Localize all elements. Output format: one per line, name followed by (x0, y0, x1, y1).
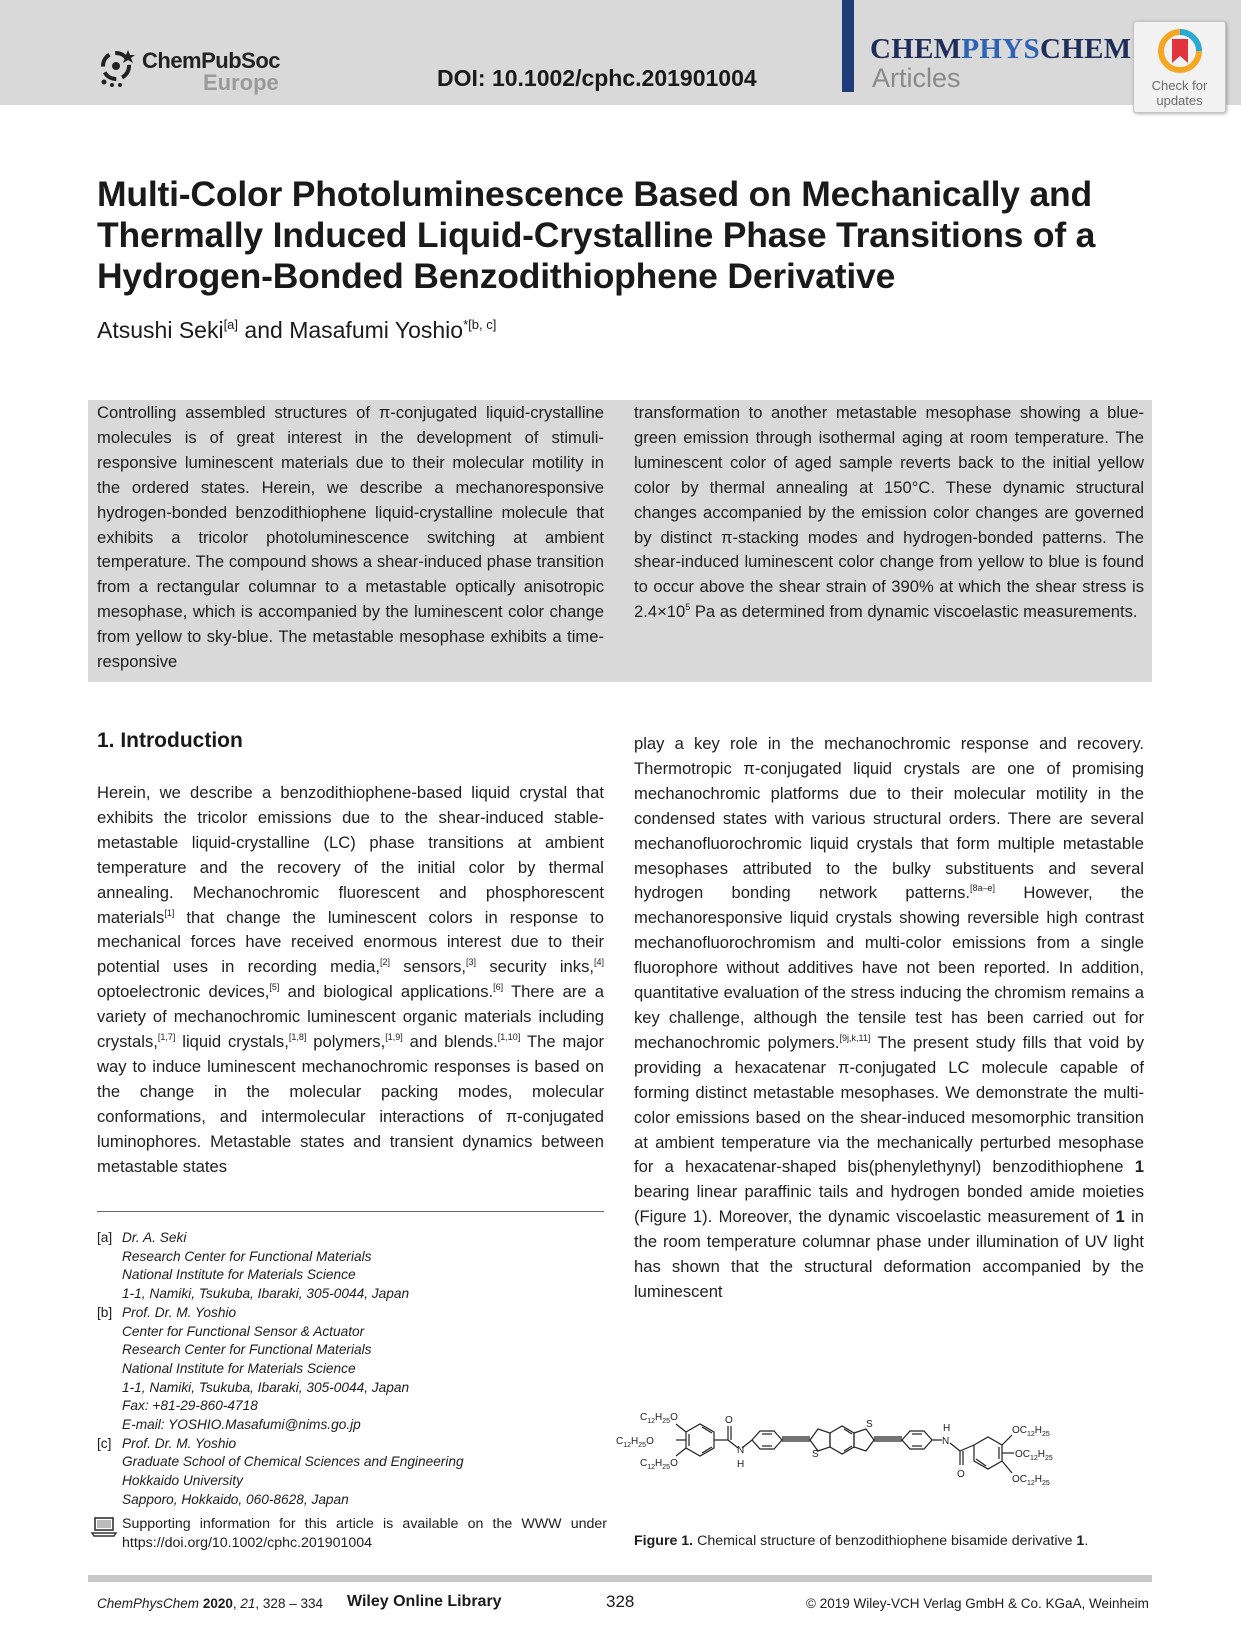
body-text: play a key role in the mechanochromic response and recovery. Thermotropic π-conjugated liquid crystals are one of promising mechanochromic platforms due to their molecular motility in the condensed states with various structural orders. There are several mechanofluorochromic liquid crystals that form multiple metastable mesophases attributed to the bulky substituents and several hydrogen bonding network patterns. (634, 734, 1144, 903)
footnote-line: National Institute for Materials Science (122, 1360, 356, 1376)
title-line: Thermally Induced Liquid-Crystalline Phase Transitions of a (97, 215, 1096, 255)
citation-ref[interactable]: [2] (379, 957, 390, 968)
body-text: that change the luminescent colors in response to mechanical forces have received enormous interest due to their potential uses in recording media, (97, 907, 604, 977)
chempubsoc-star-icon (98, 46, 138, 88)
footnote-line (97, 1229, 607, 1248)
author-list (97, 317, 496, 344)
figure-1-structure (616, 1393, 1130, 1508)
body-text: in the room temperature columnar phase under illumination of UV light has shown that the structural deformation accompanied by the luminescent (634, 1207, 1144, 1301)
body-text: The major way to induce luminescent mechanochromic responses is based on the change in the molecular packing modes, molecular conformations, and intermolecular interactions of π-conjugated luminophores. Metastable states and transient dynamics between metastable states (97, 1032, 604, 1176)
citation-ref[interactable]: [1,10] (497, 1032, 521, 1043)
caption-label: Figure 1. (634, 1533, 694, 1549)
bookmark-ring-icon (1156, 27, 1204, 75)
formula-label: $OC_{12}H_{25}$ (1012, 1474, 1050, 1487)
body-text: bearing linear paraffinic tails and hydrogen bonded amide moieties (Figure 1). Moreover, the dynamic viscoelastic measurement of (634, 1182, 1144, 1227)
article-title (97, 174, 1157, 297)
formula-label: $OC_{12}H_{25}$ (1012, 1425, 1050, 1438)
footnote-label: [b] (97, 1304, 113, 1320)
footer-pages: 328 – 334 (262, 1596, 323, 1611)
footnote-label: [a] (97, 1230, 113, 1245)
citation-ref[interactable]: [8a–e] (970, 883, 996, 894)
formula-label: $OC_{12}H_{25}$ (1015, 1449, 1053, 1462)
footnote-line: 1-1, Namiki, Tsukuba, Ibaraki, 305-0044, Japan (122, 1379, 410, 1395)
laptop-icon (92, 1516, 116, 1538)
check-for-updates-badge[interactable] (1133, 21, 1226, 113)
footnote-line: Research Center for Functional Materials (122, 1342, 372, 1358)
left-benzene-ring (686, 1424, 714, 1456)
article-type: Articles (872, 63, 961, 93)
citation-ref[interactable]: [1,7] (157, 1032, 176, 1043)
footnote-divider (97, 1211, 604, 1212)
footnote-line: Sapporo, Hokkaido, 060-8628, Japan (122, 1491, 349, 1507)
compound-number: 1 (1134, 1157, 1144, 1177)
abstract-text: Pa as determined from dynamic viscoelastic measurements. (690, 602, 1138, 622)
body-text: sensors, (389, 957, 467, 977)
formula-label: $C_{12}H_{25}O$ (640, 1458, 678, 1471)
compound-number: 1 (1076, 1533, 1085, 1549)
publisher-region: Europe (203, 70, 279, 95)
body-text: However, the mechanoresponsive liquid crystals showing reversible high contrast mechanofluorochromism and multi-color emissions from a single fluorophore without additives have not been reported. In addition, quantitative evaluation of the stress inducing the chromism remains a key challenge, although the tensile test has been carried out for mechanochromic polymers. (634, 883, 1144, 1052)
journal-name-part2: PHYS (961, 33, 1040, 65)
title-line: Hydrogen-Bonded Benzodithiophene Derivative (97, 256, 896, 296)
footnote-label: [c] (97, 1435, 112, 1451)
abstract-text: transformation to another metastable mesophase showing a blue-green emission through isothermal aging at room temperature. The luminescent color of aged sample reverts back to the initial yellow color by thermal annealing at 150°C. These dynamic structural changes accompanied by the emission color changes are governed by distinct π-stacking modes and hydrogen-bonded patterns. The shear-induced luminescent color change from yellow to blue is found to occur above the shear strain of 390% at which the shear stress is 2.4×10 (634, 403, 1144, 622)
body-text: There are a variety of mechanochromic luminescent organic materials including crystals, (97, 982, 604, 1052)
footnote-line: Fax: +81-29-860-4718 (122, 1398, 258, 1414)
copyright-notice: © 2019 Wiley-VCH Verlag GmbH & Co. KGaA, Weinheim (806, 1596, 1149, 1611)
page-number: 328 (606, 1592, 635, 1611)
update-badge-line: updates (1156, 93, 1203, 108)
citation-ref[interactable]: [4] (593, 957, 604, 968)
body-text: Herein, we describe a benzodithiophene-based liquid crystal that exhibits the tricolor emissions due to the shear-induced stable-metastable liquid-crystalline (LC) phase transitions at ambient temperature and the recovery of the initial color by thermal annealing. Mechanochromic fluorescent and phosphorescent materials (97, 783, 604, 927)
body-text: optoelectronic devices, (97, 982, 270, 1002)
journal-name-part1: CHEM (870, 33, 962, 65)
citation-ref[interactable]: [9j,k,11] (839, 1032, 871, 1043)
footnote-line: Research Center for Functional Materials (122, 1248, 372, 1264)
footnote-line: Hokkaido University (122, 1473, 243, 1489)
formula-label: $C_{12}H_{25}O$ (616, 1436, 654, 1449)
publisher-logo (98, 44, 288, 94)
journal-citation: ChemPhysChem 2020, 21, 328 – 334 (97, 1596, 323, 1611)
abstract-left-column: Controlling assembled structures of π-conjugated liquid-crystalline molecules is of great interest in the development of stimuli-responsive luminescent materials due to their molecular motility in the ordered states. Herein, we describe a mechanoresponsive hydrogen-bonded benzodithiophene liquid-crystalline molecule that exhibits a tricolor photoluminescence switching at ambient temperature. The compound shows a shear-induced phase transition from a rectangular columnar to a metastable optically anisotropic mesophase, which is accompanied by the luminescent color change from yellow to sky-blue. The metastable mesophase exhibits a time-responsive (97, 403, 604, 672)
affiliation-marker: [a] (223, 317, 239, 332)
section-heading-introduction: 1. Introduction (97, 729, 243, 752)
compound-number: 1 (1115, 1207, 1125, 1227)
publisher-name: ChemPubSoc (142, 48, 281, 73)
atom-label: H (737, 1459, 745, 1470)
thiophene-ring (810, 1429, 830, 1451)
caption-text: . (1084, 1533, 1089, 1549)
citation-ref[interactable]: [1,8] (288, 1032, 307, 1043)
footer-divider (88, 1575, 1152, 1582)
citation-ref[interactable]: [1,9] (385, 1032, 403, 1043)
author-name[interactable]: Masafumi Yoshio (289, 317, 464, 343)
footnote-text: Dr. A. Seki (122, 1230, 187, 1245)
doi-label[interactable]: DOI: 10.1002/cphc.201901004 (437, 65, 757, 91)
exponent: 5 (685, 602, 691, 613)
atom-label: S (866, 1419, 873, 1430)
thiophene-ring (854, 1429, 874, 1451)
right-benzene-ring (974, 1437, 1002, 1469)
footnote-line: 1-1, Namiki, Tsukuba, Ibaraki, 305-0044, Japan (122, 1286, 410, 1302)
atom-label: N (942, 1436, 950, 1447)
footnote-line: Center for Functional Sensor & Actuator (122, 1323, 365, 1339)
citation-ref[interactable]: [6] (493, 982, 504, 993)
citation-ref[interactable]: [5] (269, 982, 280, 993)
footnote-line (97, 1304, 607, 1323)
body-text: The present study fills that void by providing a hexacatenar π-conjugated LC molecule capable of forming distinct metastable mesophases. We demonstrate the multi-color emissions based on the shear-induced mesomorphic transition at ambient temperature via the mechanically perturbed mesophase for a hexacatenar-shaped bis(phenylethynyl) benzodithiophene (634, 1032, 1145, 1177)
body-text: liquid crystals, (175, 1032, 289, 1052)
central-benzene-ring (830, 1426, 854, 1454)
journal-name (870, 33, 1130, 66)
supporting-info-text[interactable]: Supporting information for this article is available on the WWW under https://doi.org/10.1002/cphc.201901004 (122, 1516, 607, 1551)
atom-label: N (737, 1445, 745, 1456)
footer-volume: 21 (240, 1596, 256, 1611)
body-right-column (634, 732, 1144, 1305)
body-left-column (97, 781, 604, 1180)
abstract-right-column (634, 401, 1144, 625)
footnote-line: Graduate School of Chemical Sciences and Engineering (122, 1454, 464, 1470)
author-conjunction: and (238, 317, 290, 343)
author-name[interactable]: Atsushi Seki (97, 317, 224, 343)
citation-ref[interactable]: [3] (466, 957, 477, 968)
atom-label: H (943, 1423, 951, 1434)
formula-label: $C_{12}H_{25}O$ (640, 1412, 678, 1425)
affiliation-marker: *[b, c] (463, 317, 497, 332)
atom-label: S (812, 1449, 819, 1460)
atom-label: O (957, 1469, 965, 1480)
body-text: and blends. (402, 1032, 498, 1052)
caption-text: Chemical structure of benzodithiophene bisamide derivative (693, 1533, 1077, 1549)
page-header (0, 0, 1241, 105)
footer-year: 2020 (202, 1596, 233, 1611)
journal-name-part3: CHEM (1039, 33, 1132, 65)
footnote-text: Prof. Dr. M. Yoshio (122, 1304, 237, 1320)
update-badge-line: Check for (1151, 78, 1208, 93)
journal-accent-bar (842, 0, 854, 92)
affiliation-footnotes (97, 1229, 607, 1510)
citation-ref[interactable]: [1] (164, 907, 175, 918)
footnote-line (97, 1435, 607, 1454)
footnote-line: National Institute for Materials Science (122, 1267, 356, 1283)
body-text: polymers, (306, 1032, 386, 1052)
figure-1-caption (634, 1533, 1088, 1549)
body-text: security inks, (476, 957, 594, 977)
wiley-online-library-link[interactable]: Wiley Online Library (347, 1593, 502, 1610)
atom-label: O (725, 1415, 733, 1426)
footnote-text: Prof. Dr. M. Yoshio (122, 1435, 237, 1451)
body-text: and biological applications. (279, 982, 494, 1002)
check-for-updates-label (1134, 78, 1225, 108)
title-line: Multi-Color Photoluminescence Based on Mechanically and (97, 174, 1093, 214)
supporting-information (92, 1515, 607, 1555)
footnote-email[interactable]: E-mail: YOSHIO.Masafumi@nims.go.jp (122, 1417, 361, 1433)
footer-journal: ChemPhysChem (97, 1596, 200, 1611)
